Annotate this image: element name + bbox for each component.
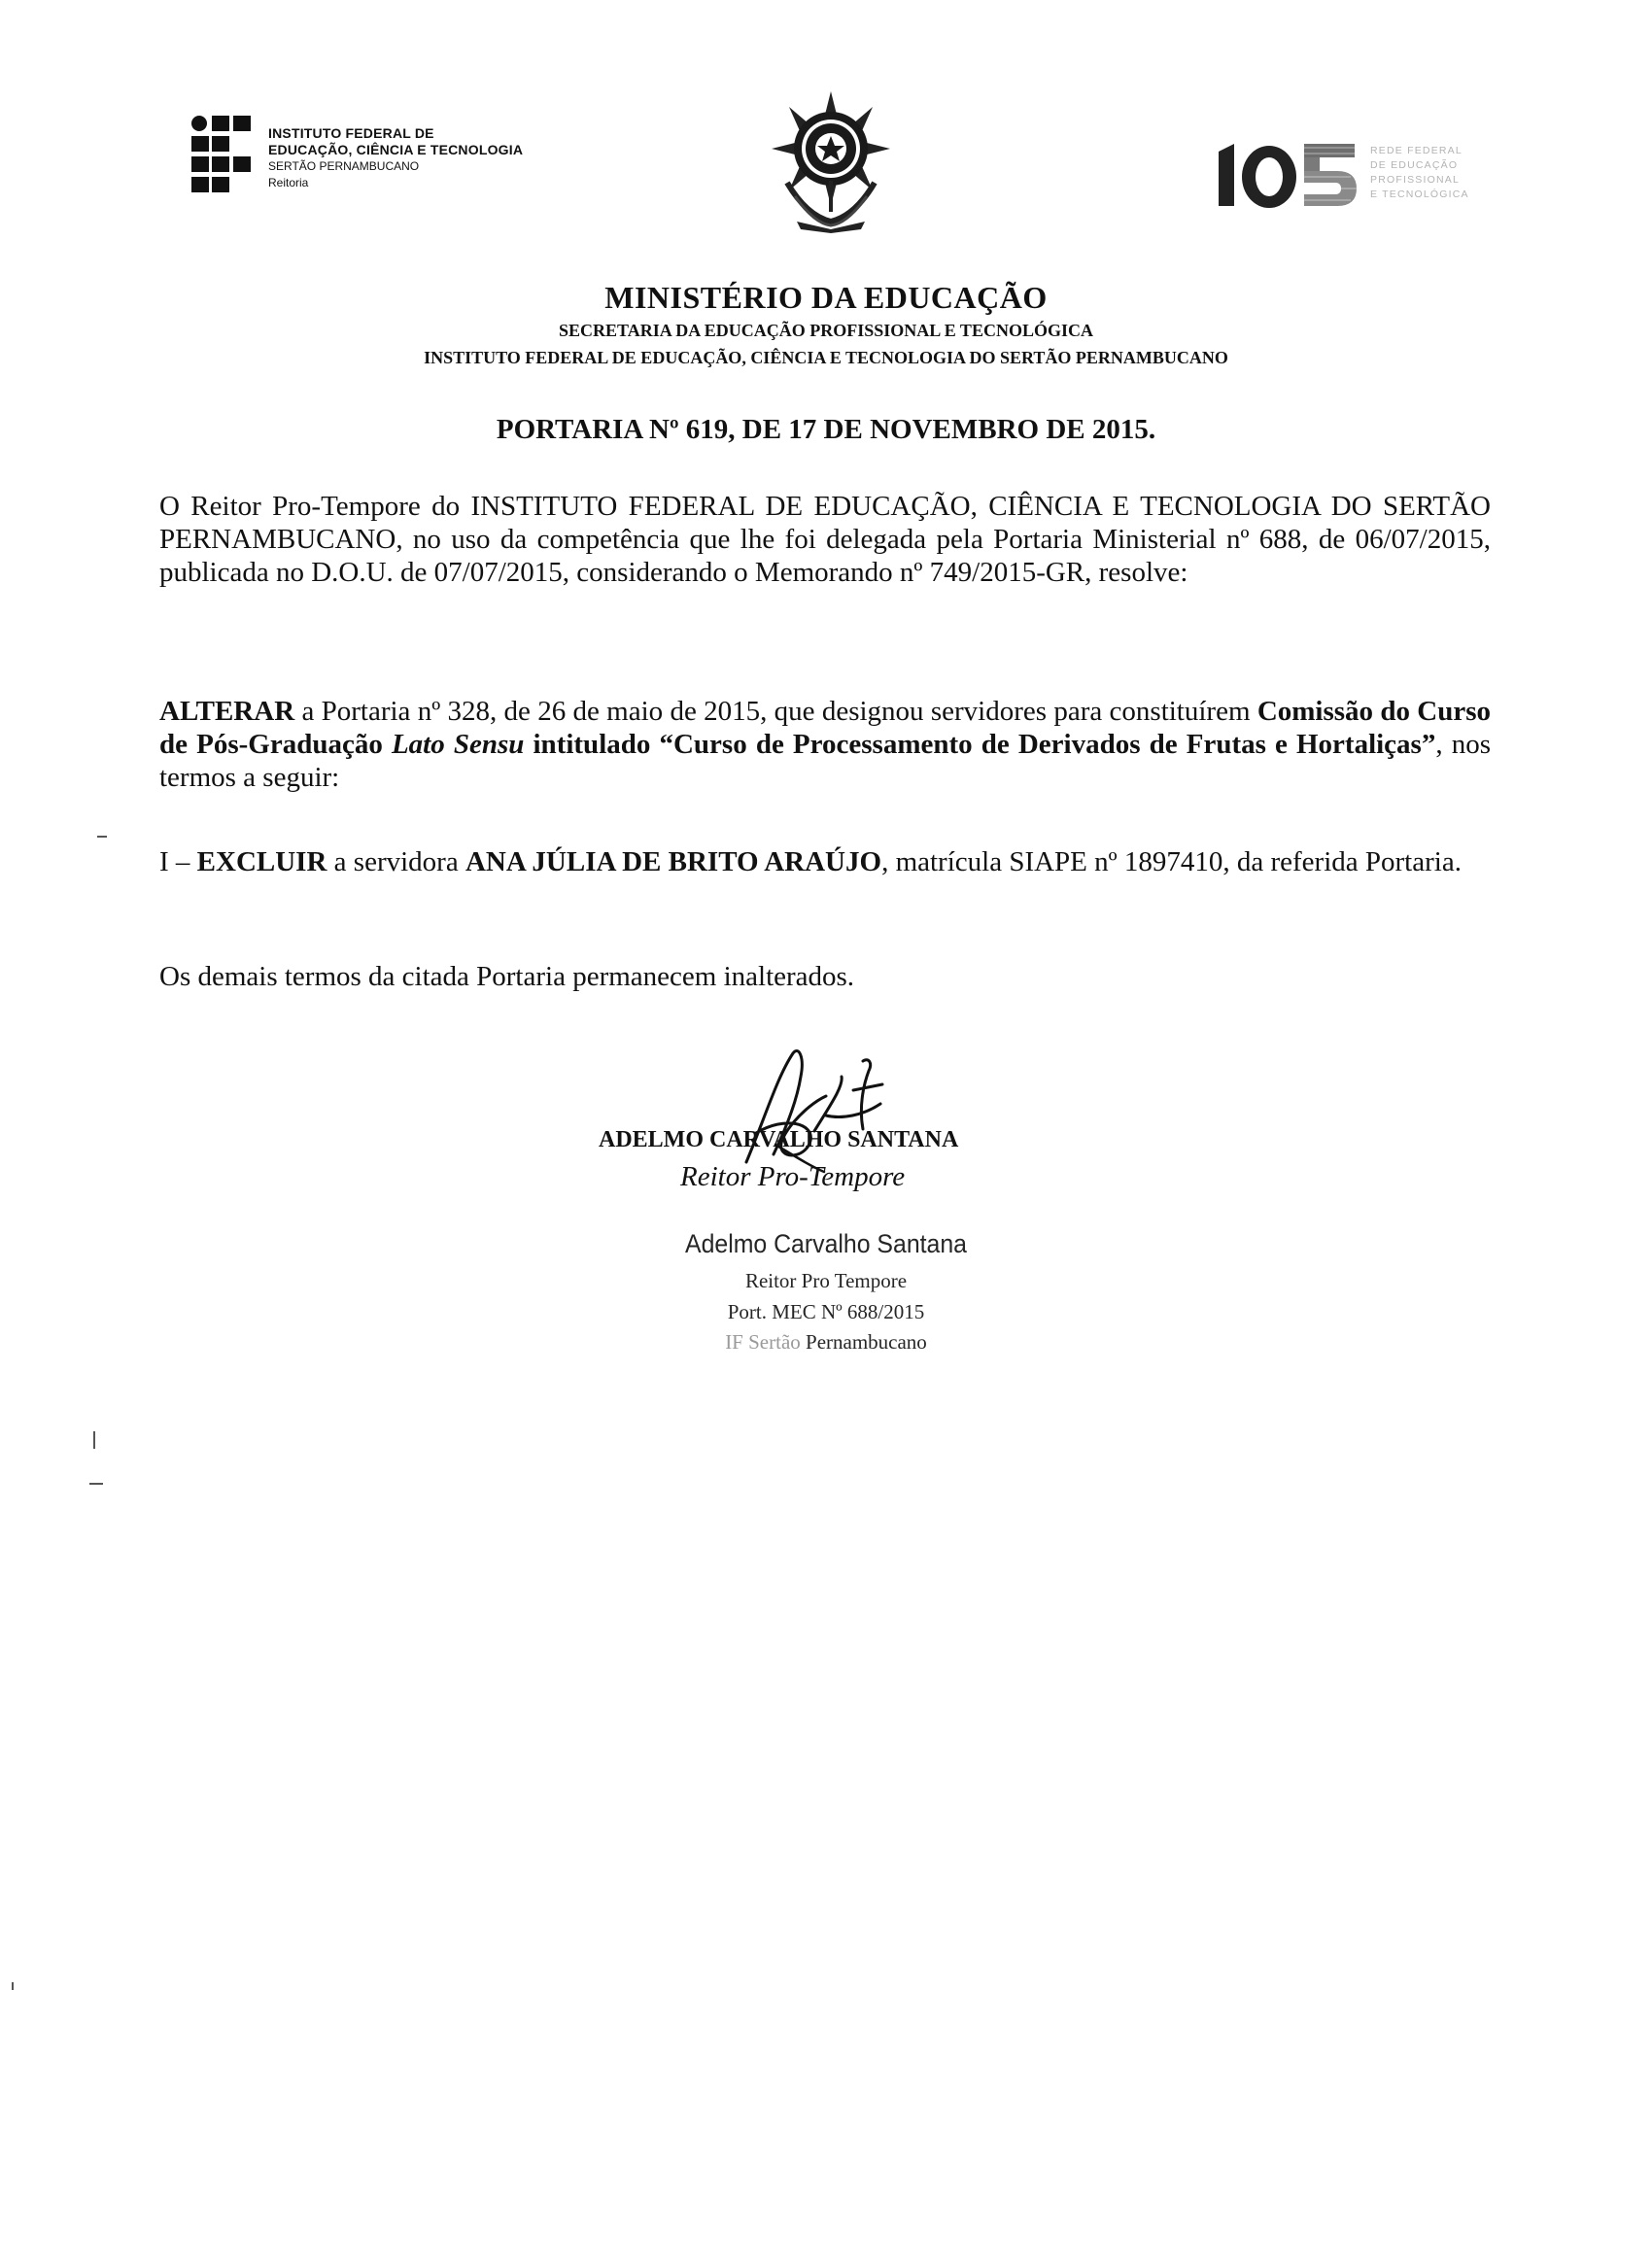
excluded-person: ANA JÚLIA DE BRITO ARAÚJO [465,846,882,877]
signer-name: ADELMO CARVALHO SANTANA [599,1127,959,1152]
paragraph-excluir [159,845,1491,878]
brazil-coat-of-arms-icon [768,87,894,233]
official-stamp [622,1226,1030,1356]
institute-logo-text [268,115,523,191]
federal-network-logo [1215,138,1469,208]
paragraph-alterar [159,695,1491,794]
stamp-campus-suffix: Pernambucano [800,1330,927,1354]
signer-role: Reitor Pro-Tempore [680,1161,906,1192]
institute-logo [190,115,523,196]
commission-name: Comissão do Curso de Pós-Graduação [159,696,1491,760]
course-name: intitulado “Curso de Processamento de Derivados de Frutas e Hortaliças” [524,729,1436,760]
paragraph-closing: Os demais termos da citada Portaria permanecem inalterados. [159,961,855,992]
excluir-text: a servidora [327,846,465,877]
alterar-text: a Portaria nº 328, de 26 de maio de 2015, que designou servidores para constituírem [294,696,1257,727]
institute-logo-line1: INSTITUTO FEDERAL DE [268,125,434,141]
federal-network-text [1370,138,1469,202]
stamp-campus [622,1327,1030,1356]
item-prefix: I – [159,846,197,877]
alterar-verb: ALTERAR [159,696,295,727]
federal-network-line4: E TECNOLÓGICA [1370,189,1469,200]
institute-logo-mark-icon [190,115,253,196]
handwritten-signature-icon [717,1047,931,1174]
federal-network-line1: REDE FEDERAL [1370,145,1463,156]
instituto-heading: INSTITUTO FEDERAL DE EDUCAÇÃO, CIÊNCIA E TECNOLOGIA DO SERTÃO PERNAMBUCANO [424,348,1228,367]
scan-speck [97,836,107,838]
excluir-text-end: , matrícula SIAPE nº 1897410, da referida Portaria. [881,846,1462,877]
excluir-verb: EXCLUIR [196,846,327,877]
stamp-role: Reitor Pro Tempore [744,1269,908,1292]
institute-logo-line3: SERTÃO PERNAMBUCANO [268,159,420,173]
alterar-text-end: , nos termos a seguir: [159,729,1491,793]
paragraph-preamble: O Reitor Pro-Tempore do INSTITUTO FEDERAL DE EDUCAÇÃO, CIÊNCIA E TECNOLOGIA DO SERTÃO PERNAMBUCANO, no uso da competência que lhe foi delegada pela Portaria Ministerial nº 688, de 06/07/2015, publicada no D.O.U. de 07/07/2015, considerando o Memorando nº 749/2015-GR, resolve: [159,491,1491,588]
institute-logo-line2: EDUCAÇÃO, CIÊNCIA E TECNOLOGIA [268,142,524,157]
stamp-portaria: Port. MEC Nº 688/2015 [727,1300,925,1323]
scan-speck [93,1431,95,1449]
federal-network-line2: DE EDUCAÇÃO [1370,159,1459,171]
secretaria-heading: SECRETARIA DA EDUCAÇÃO PROFISSIONAL E TECNOLÓGICA [559,321,1093,340]
stamp-campus-prefix: IF Sertão [725,1330,801,1354]
ministry-heading: MINISTÉRIO DA EDUCAÇÃO [604,280,1048,315]
stamp-name: Adelmo Carvalho Santana [684,1229,967,1258]
scan-speck [89,1483,103,1485]
federal-network-line3: PROFISSIONAL [1370,174,1461,186]
lato-sensu: Lato Sensu [391,729,525,760]
institute-logo-line4: Reitoria [268,176,309,189]
scan-speck [12,1982,14,1990]
federal-network-105-icon [1215,138,1360,208]
portaria-title: PORTARIA Nº 619, DE 17 DE NOVEMBRO DE 2015. [496,414,1156,445]
